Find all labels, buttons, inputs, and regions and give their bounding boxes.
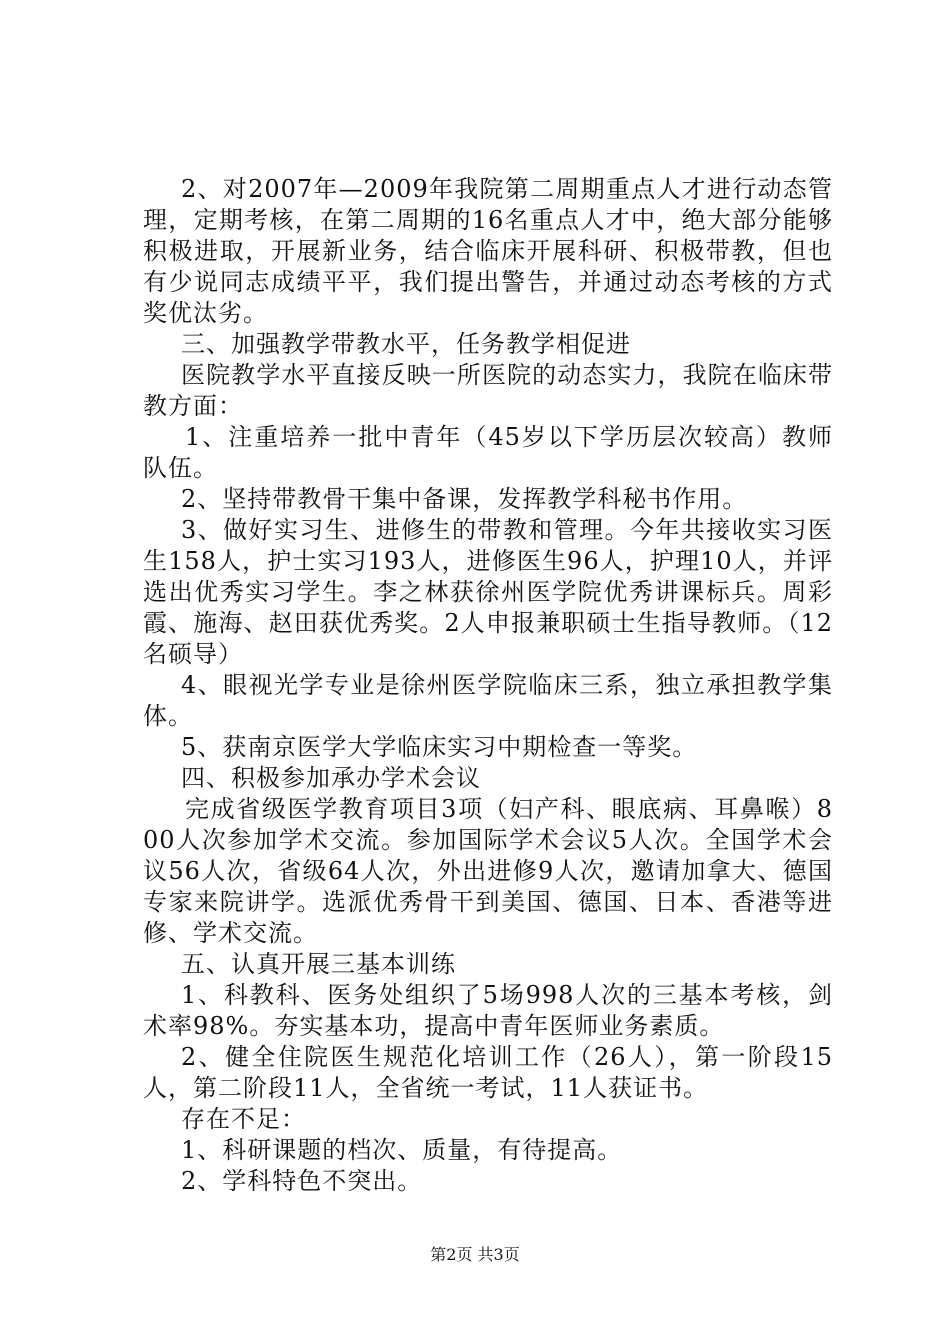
paragraph-teaching-item-4: 4、眼视光学专业是徐州医学院临床三系，独立承担教学集体。 [143,671,833,730]
paragraph-training-item-2: 2、健全住院医生规范化培训工作（26人），第一阶段15人，第二阶段11人，全省统一考试，11人获证书。 [143,1043,833,1102]
paragraph-shortcoming-1: 1、科研课题的档次、质量，有待提高。 [181,1136,623,1164]
paragraph-training-item-1: 1、科教科、医务处组织了5场998人次的三基本考核，剑术率98%。夯实基本功，提高中青年医师业务素质。 [143,981,833,1040]
paragraph-teaching-item-1: 1、注重培养一批中青年（45岁以下学历层次较高）教师队伍。 [143,423,833,482]
page-number-footer: 第2页 共3页 [430,1245,520,1264]
paragraph-talent-management: 2、对2007年—2009年我院第二周期重点人才进行动态管理，定期考核，在第二周期的16名重点人才中，绝大部分能够积极进取，开展新业务，结合临床开展科研、积极带教，但也有少说同志成绩平平，我们提出警告，并通过动态考核的方式奖优汰劣。 [143,175,833,327]
paragraph-teaching-item-3: 3、做好实习生、进修生的带教和管理。今年共接收实习医生158人，护士实习193人，进修医生96人，护理10人，并评选出优秀实习学生。李之林获徐州医学院优秀讲课标兵。周彩霞、施海、赵田获优秀奖。2人申报兼职硕士生指导教师。（12名硕导） [143,516,833,668]
paragraph-teaching-intro: 医院教学水平直接反映一所医院的动态实力，我院在临床带教方面： [143,361,833,420]
paragraph-teaching-item-5: 5、获南京医学大学临床实习中期检查一等奖。 [181,733,698,761]
heading-section-five: 五、认真开展三基本训练 [181,950,456,978]
heading-section-four: 四、积极参加承办学术会议 [181,764,481,792]
paragraph-academic-conferences: 完成省级医学教育项目3项（妇产科、眼底病、耳鼻喉）800人次参加学术交流。参加国际学术会议5人次。全国学术会议56人次，省级64人次，外出进修9人次，邀请加拿大、德国专家来院讲学。选派优秀骨干到美国、德国、日本、香港等进修、学术交流。 [143,795,833,947]
heading-shortcomings: 存在不足： [181,1105,306,1133]
heading-section-three: 三、加强教学带教水平，任务教学相促进 [181,330,631,358]
paragraph-teaching-item-2: 2、坚持带教骨干集中备课，发挥教学科秘书作用。 [181,485,748,513]
paragraph-shortcoming-2: 2、学科特色不突出。 [181,1167,423,1195]
document-body [143,174,833,1197]
